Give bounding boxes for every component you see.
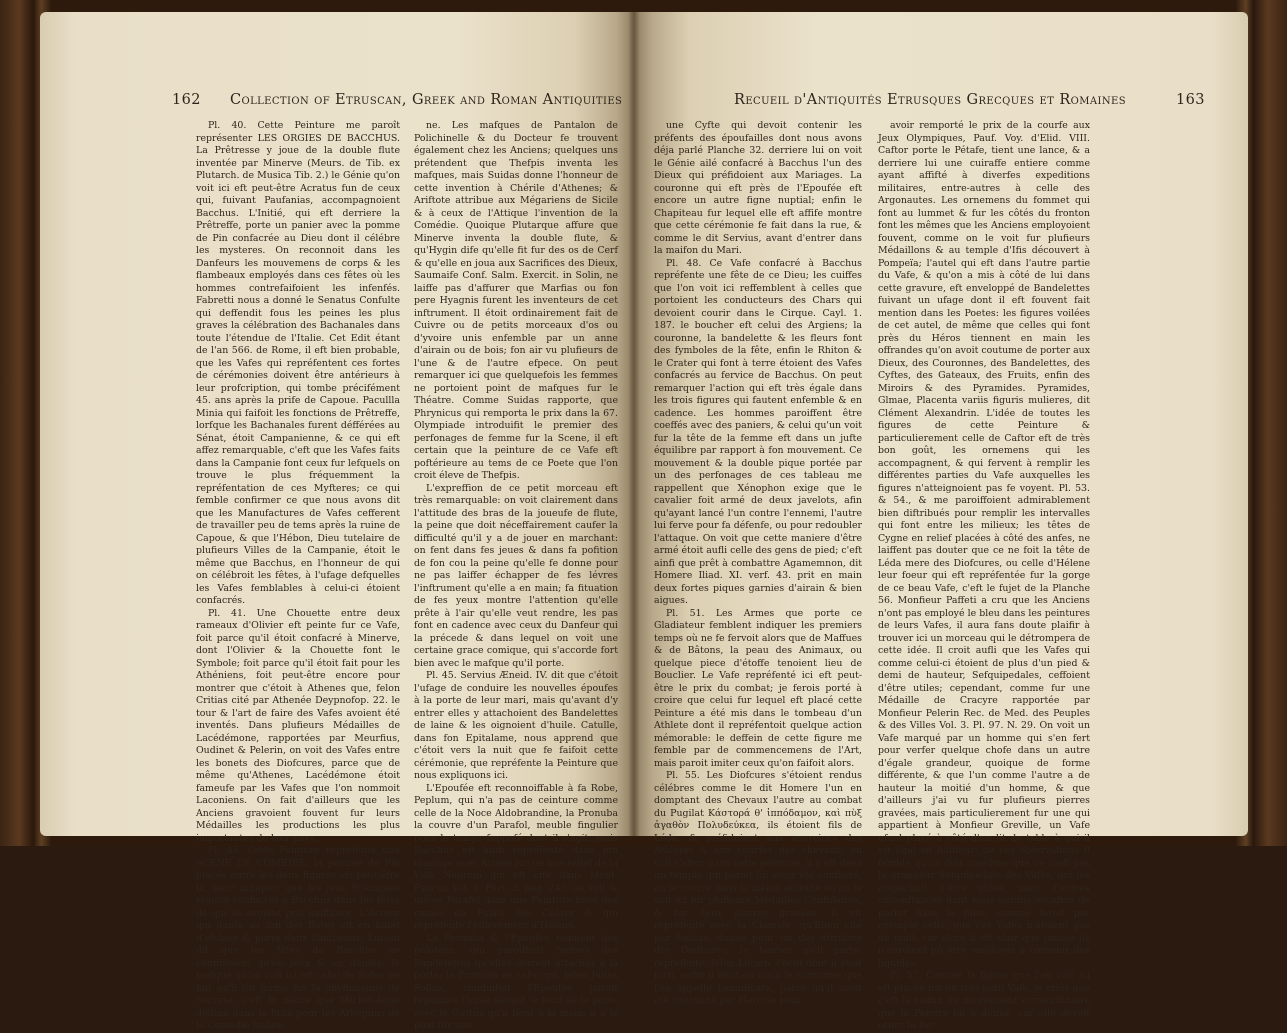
paragraph: une Cyfte qui devoit contenir les préfents des époufailles dont nous avons déja parlé Planche 32. derriere lui on voit le Génie ailé confacré à Bacchus l'un des Dieux qui préfidoient aux Mariages. La couronne qui eft près de l'Epoufée eft encore un autre figne nuptial; enfin le Chapiteau fur lequel elle eft affife montre que cette cérémonie fe fait dans la rue, & comme le dit Servius, avant d'entrer dans la maifon du Mari. bbox=[654, 120, 862, 256]
right-running-head bbox=[634, 92, 1248, 114]
paragraph: Pl. 57. Comme la figure que l'on voit ici eft placée fur un très petit Vafe, je crois que c'eft la raifon du mouvement extraordinaire que le Peintre lui a donné, car elle devoit orner la fur- bbox=[878, 970, 1090, 1031]
paragraph: L'Epoufée eft reconnoiffable à fa Robe, Peplum, qui n'a pas de ceinture comme celle de la Noce Aldobrandine, la Pronuba la couvre d'un Parafol, meuble fingulier pour le temps fuppofé dont il s'agit; mais Bacchus eft ainfi repréfenté dans fon mariage avec Ariane fur un bas-relief de la Ville Négroni qui eft cité dans Mont-Faucon Vol. 1. Part. 2. pag. 240. on voit le même Parafol dans une Peinture tirée des ruines du Palais des Céfars & qui repréfente l'enlevement d'Héléne. bbox=[414, 782, 618, 931]
paragraph: Pl. 48. Ce Vafe confacré à Bacchus repréfente une fête de ce Dieu; les cuiffes que l'on voit ici reffemblent à celles que portoient les conducteurs des Chars qui devoient courir dans le Cirque. Cayl. 1. 187. le boucher eft celui des Argiens; la couronne, la bandelette & les fleurs font des fymboles de la fête, enfin le Rhiton & le Crater qui font à terre étoient des Vafes confacrés au fervice de Bacchus. On peut remarquer l'action qui eft très égale dans les trois figures qui fautent enfemble & en cadence. Les hommes paroiffent être coeffés avec des paniers, & celui qu'un voit fur la tête de la femme eft dans un jufte équilibre par rapport à fon mouvement. Ce mouvement & la double pique portée par un des perfonages de ces tableau me rappellent que Xénophon exige que le cavalier foit armé de deux javelots, afin qu'ayant lancé l'un contre l'ennemi, l'autre lui ferve pour fa défenfe, ou pour redoubler l'attaque. On voit que cette maniere d'être armé étoit aufli celle des gens de pied; c'eft ainfi que prêt à combattre Agamemnon, dit Homere Iliad. XI. verf. 43. prit en main deux fortes piques garnies d'airain & bien aigues. bbox=[654, 257, 862, 606]
right-column-1 bbox=[654, 120, 862, 1006]
left-column-1 bbox=[196, 120, 400, 1031]
left-page-title: Collection of Etruscan, Greek and Roman Antiquities bbox=[230, 92, 623, 108]
right-page-title: Recueil d'Antiquités Etrusques Grecques et Romaines bbox=[734, 92, 1126, 108]
left-column-2 bbox=[414, 120, 618, 1031]
paragraph: Pl. 51. Les Armes que porte ce Gladiateur femblent indiquer les premiers temps où ne fe fervoit alors que de Maffues & de Bâtons, la peau des Animaux, ou quelque piece d'étoffe tenoient lieu de Bouclier. Le Vafe repréfenté ici eft peut-être le prix du combat; je ferois porté à croire que celui fur lequel eft placé cette Peinture a été mis dans le tombeau d'un Athlete dont il repréfentoit quelque action mémorable: le deffein de cette figure me femble par de commencemens de l'Art, mais paroit imiter ceux qu'on faifoit alors. bbox=[654, 607, 862, 769]
paragraph: Pl. 41. Une Chouette entre deux rameaux d'Olivier eft peinte fur ce Vafe, foit parce qu'il étoit confacré à Minerve, dont l'Olivier & la Chouette font le Symbole; foit parce qu'il étoit fait pour les Athéniens, foit peut-être encore pour montrer que c'étoit à Athenes que, felon Critias cité par Athenée Deypnofop. 22. le tour & l'art de faire des Vafes avoient été inventés. Dans plufieurs Médailles de Lacédémone, rapportées par Meurfius, Oudinet & Pelerin, on voit des Vafes entre les bonets des Diofcures, parce que de même qu'Athenes, Lacédémone étoit fameufe par les Vafes que l'on nommoit Laconiens. On fait d'ailleurs que les Anciens gravoient fouvent fur leurs Médailles les productions les plus importantes de leur pays. bbox=[196, 607, 400, 844]
left-page-number: 162 bbox=[172, 92, 201, 108]
book-gutter bbox=[628, 12, 640, 836]
paragraph: Pl. 55. Les Diofcures s'étoient rendus célébres comme le dit Homere l'un en domptant des Chevaux l'autre au combat du Pugilat Κάστορά θ' ἱππόδαμον, καὶ πὺξ ἀγαθὸν Πολυδεύκεα, ils étoient fils de Léda, & préfidoient aux exercices des Athletes & aux courfes des chevaux: on voit Caftor dans cette peinture, il y eft dans un temple qui paroit lui avoir été confacré, on le trouve dans la même attitude où on le voit ici fur plufieurs Médailles Confulaires, & fur deux pierres gravées. Il eft repréfenté avec la Clamide, qu'Elien cité par Suidas, donne pour un des attributs des Diofcures; le bonnet qu'il porte, repréfente, felon Lucien, l'oeuf dont il étoit forti, enfin il tient en main la couronne que l'on appelle Lemnifcata, parce qu'il avoit été couronné par Hercule pour bbox=[654, 770, 862, 1006]
right-page-number: 163 bbox=[1176, 92, 1205, 108]
right-page bbox=[634, 12, 1248, 1031]
paragraph: Pl. 45. Servius Æneid. IV. dit que c'étoit l'ufage de conduire les nouvelles époufes à la porte de leur mari, mais qu'avant d'y entrer elles y attachoient des Bandelettes de laine & les oignoient d'huile. Catulle, dans fon Epitalame, nous apprend que c'étoit vers la nuit que fe faifoit cette cérémonie, que repréfente la Peinture que nous expliquons ici. bbox=[414, 670, 618, 781]
paragraph: Pl. 43. Cette Peinture repréfente une SCENE DE COMEDIE, la pomme de Pin placée entre les deux figures eft peut-être là, pour indiquer que les jeux Scéniques étoient confacrés à Bacchus dans les fêtes de qui ils avoient pris naiffance. L'Acteur qui danfe au fon des flutes eft en habit d'efclave & porte deux flambeaux; Lucien dit que les fêtes de Bacchus ne confiftoient qu'en jeux & en danfes: le mafque qu'on voit ici eft celui de Sofie: on fait qu'il fut formé fur la phyfionomie de Socrate; c'eft le même que Michel-Ange deffina dans la fuite pour les Arlequins de la Comédie Italien- bbox=[196, 845, 400, 1031]
right-column-2 bbox=[878, 120, 1090, 1031]
left-running-head bbox=[40, 92, 634, 114]
left-page bbox=[40, 12, 634, 1031]
paragraph: avoir remporté le prix de la courfe aux Jeux Olympiques, Pauf. Voy. d'Elid. VIII. Caftor porte le Pétafe, tient une lance, & a derriere lui une cuiraffe entiere comme ayant affifté à diverfes expeditions militaires, entre-autres à celle des Argonautes. Les ornemens du fommet qui font au lummet & fur les côtés du fronton font les mêmes que les Anciens employoient fouvent, comme on le voit fur plufieurs Médaillons & au temple d'Ifis découvert à Pompeïa; l'autel qui eft dans l'autre partie du Vafe, & qu'on a mis à côté de lui dans cette gravure, eft enveloppé de Bandelettes fuivant un ufage dont il eft fouvent fait mention dans les Poetes: les figures voilées de cet autel, de même que celles qui font près du Héros tiennent en main les offrandes qu'on avoit coutume de porter aux Dieux, des Couronnes, des Bandelettes, des Cyftes, des Gateaux, des Fruits, enfin des Miroirs & des Pyramides. Pyramides, Glmae, Placenta variis figuris mulieres, dit Clément Alexandrin. L'idée de toutes les figures de cette Peinture & particulierement celle de Caftor eft de très bon goût, les ornemens qui les accompagnent, & qui fervent à remplir les différentes parties du Vafe auxquelles les figures n'atteignoient pas fe voyent. Pl. 53. & 54., & me paroiffoient admirablement bien diftribués pour remplir les intervalles qui font entre les milieux; les têtes de Cygne en relief placées à côté des anfes, ne laiffent pas douter que ce ne foit la tête de Léda mere des Diofcures, ou celle d'Hélene leur foeur qui eft repréfentée fur la gorge de ce beau Vafe, c'eft le fujet de la Planche 56. Monfieur Paffeti a cru que les Anciens n'ont pas employé le bleu dans les peintures de leurs Vafes, il aura fans doute plaifir à trouver ici un morceau qui le détrompera de cette idée. Il croit aufli que les Vafes qui comme celui-ci étoient de plus d'un pied & demi de hauteur, Sefquipedales, ceffoient d'être utiles; cependant, comme fur une Médaille de Cracyre rapportée par Monfieur Pelerin Rec. de Med. des Peuples & des Villes Vol. 3. Pl. 97. N. 29. On voit un Vafe marqué par un homme qui s'en fert pour verfer quelque chofe dans un autre d'égale grandeur, quoique de forme différente, & que l'un comme l'autre a de hauteur la moitié d'un homme, & que d'ailleurs j'ai vu fur plufieurs pierres gravées, mais particulierement fur une qui appartient à Monfieur Greville, un Vafe ufuel placé à côté d'un lit de table à qui il eft égal en hauteur: de ces obfervations il femble qu'on doit conclure que ce n'eft pas la grandeur Sefquipedale des Vafes, qui les empêchoit d'être utiles, mais d'autres circonftances dont nous aurons occafion de parler dans la fuite, comme feroit par exemple celle, que ces Vafes n'étoient pas de fond; car alors il eft clair que jamais ils n'auroient pû être employés à contenir des liquides. bbox=[878, 120, 1090, 969]
paragraph: ne. Les mafques de Pantalon de Polichinelle & du Docteur fe trouvent également chez les Anciens; quelques uns prétendent que Thefpis inventa les mafques, mais Suidas donne l'honneur de cette invention à Chérile d'Athenes; & Ariftote attribue aux Mégariens de Sicile & à ceux de l'Attique l'invention de la Comédie. Quoique Plutarque affure que Minerve inventa la double flute, & qu'Hygin dife qu'elle fit fur des os de Cerf & qu'elle en joua aux Sacrifices des Dieux, Saumaife Conf. Salm. Exercit. in Solin, ne laiffe pas d'affurer que Marfias ou fon pere Hyagnis furent les inventeurs de cet inftrument. Il étoit ordinairement fait de Cuivre ou de petits morceaux d'os ou d'yvoire unis enfemble par un anne d'airain ou de bois; fon air vu plufieurs de l'une & de l'autre efpece. On peut remarquer ici que quelquefois les femmes ne portoient point de mafques fur le Théatre. Comme Suidas rapporte, que Phrynicus qui remporta le prix dans la 67. Olympiade introduifit le premier des perfonages de femme fur la Scene, il eft certain que la peinture de ce Vafe eft poftérieure au tems de ce Poete que l'on croit éleve de Thefpis. bbox=[414, 120, 618, 481]
paragraph: La Pronuba & l'Epoufée tiennent des pelotons, qui paroiffent formés des Bandelettes qu'elles doivent attacher à la porte: le Pronuba ou celui qui, felon Julius Pollux, conduifoit l'Epoufée paroit répandre l'huile devant le feuil de la porte avec le Guttus qu'il tient à la main; il a le pied fur une bbox=[414, 932, 618, 1031]
paragraph: Pl. 40. Cette Peinture me paroît représenter LES ORGIES DE BACCHUS. La Prêtresse y joue de la double flute inventée par Minerve (Meurs. de Tib. ex Plutarch. de Musica Tib. 2.) le Génie qu'on voit ici eft peut-être Acratus fun de ceux qui, fuivant Paufanias, accompagnoient Bacchus. L'Initié, qui eft derriere la Prêtreffe, porte un panier avec la pomme de Pin confacrée au Dieu dont il célébre les mysteres. On reconnoit dans les Danfeurs les mouvemens de corps & les flambeaux employés dans ces fêtes où les hommes contrefaifoient les infenfés. Fabretti nous a donné le Senatus Confulte qui deffendit fous les peines les plus graves la célébration des Bachanales dans toute l'étendue de l'Italie. Cet Edit étant de l'an 566. de Rome, il eft bien probable, que les Vafes qui repréfentent ces fortes de cérémonies doivent être antérieurs à leur profcription, qui tombe précifément 45. ans après la prife de Capoue. Pacullla Minia qui faifoit les fonctions de Prêtreffe, lorfque les Bachanales furent défférées au Sénat, étoit Campanienne, & ce qui eft affez remarquable, c'eft que les Vafes faits dans la Campanie font ceux fur lefquels on trouve le plus fréquemment la repréfentation de ces Myfteres; ce qui femble confirmer ce que nous avons dit que les Manufactures de Vafes cefferent de travailler peu de tems après la ruine de Capoue, & que l'Hébon, Dieu tutelaire de plufieurs Villes de la Campanie, étoit le même que Bacchus, en l'honneur de qui on célébroit les fêtes, à l'ufage defquelles les Vafes femblables à celui-ci étoient confacrés. bbox=[196, 120, 400, 606]
paragraph: L'expreffion de ce petit morceau eft très remarquable: on voit clairement dans l'attitude des bras de la joueufe de flute, la peine que doit néceffairement caufer la difficulté qu'il y a de jouer en marchant: on fent dans fes jeues & dans fa pofition de fon cou la peine qu'elle fe donne pour ne pas laiffer échapper de fes lévres l'inftrument qu'elle a en main; fa fituation de fes yeux montre l'attention qu'elle prête à l'air qu'elle veut rendre, les pas font en cadence avec ceux du Danfeur qui la précede & dans lequel on voit une certaine grace comique, qui s'accorde fort bien avec le mafque qu'il porte. bbox=[414, 482, 618, 669]
